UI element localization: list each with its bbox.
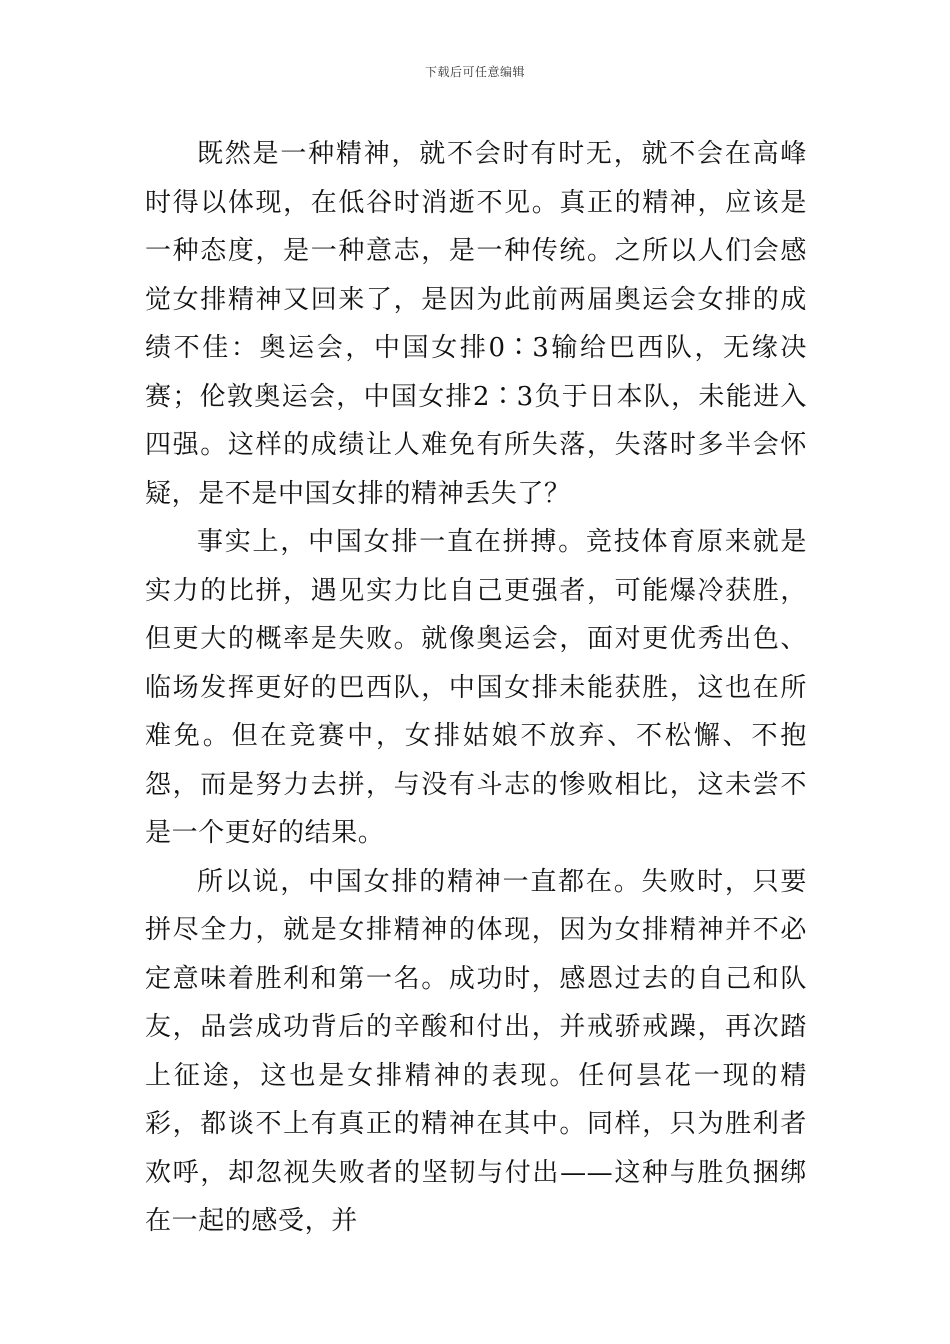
- article-body: [145, 130, 807, 1246]
- paragraph-2: 事实上，中国女排一直在拼搏。竞技体育原来就是实力的比拼，遇见实力比自己更强者，可能爆冷获胜，但更大的概率是失败。就像奥运会，面对更优秀出色、临场发挥更好的巴西队，中国女排未能获胜，这也在所难免。但在竞赛中，女排姑娘不放弃、不松懈、不抱怨，而是努力去拼，与没有斗志的惨败相比，这未尝不是一个更好的结果。: [145, 527, 807, 848]
- page-header: 下载后可任意编辑: [424, 65, 525, 79]
- paragraph-3: 所以说，中国女排的精神一直都在。失败时，只要拼尽全力，就是女排精神的体现，因为女排精神并不必定意味着胜利和第一名。成功时，感恩过去的自己和队友，品尝成功背后的辛酸和付出，并戒骄戒躁，再次踏上征途，这也是女排精神的表现。任何昙花一现的精彩，都谈不上有真正的精神在其中。同样，只为胜利者欢呼，却忽视失败者的坚韧与付出——这种与胜负捆绑在一起的感受，并: [145, 866, 807, 1236]
- paragraph-1: 既然是一种精神，就不会时有时无，就不会在高峰时得以体现，在低谷时消逝不见。真正的精神，应该是一种态度，是一种意志，是一种传统。之所以人们会感觉女排精神又回来了，是因为此前两届奥运会女排的成绩不佳：奥运会，中国女排0∶3输给巴西队，无缘决赛；伦敦奥运会，中国女排2∶3负于日本队，未能进入四强。这样的成绩让人难免有所失落，失落时多半会怀疑，是不是中国女排的精神丢失了？: [145, 139, 807, 509]
